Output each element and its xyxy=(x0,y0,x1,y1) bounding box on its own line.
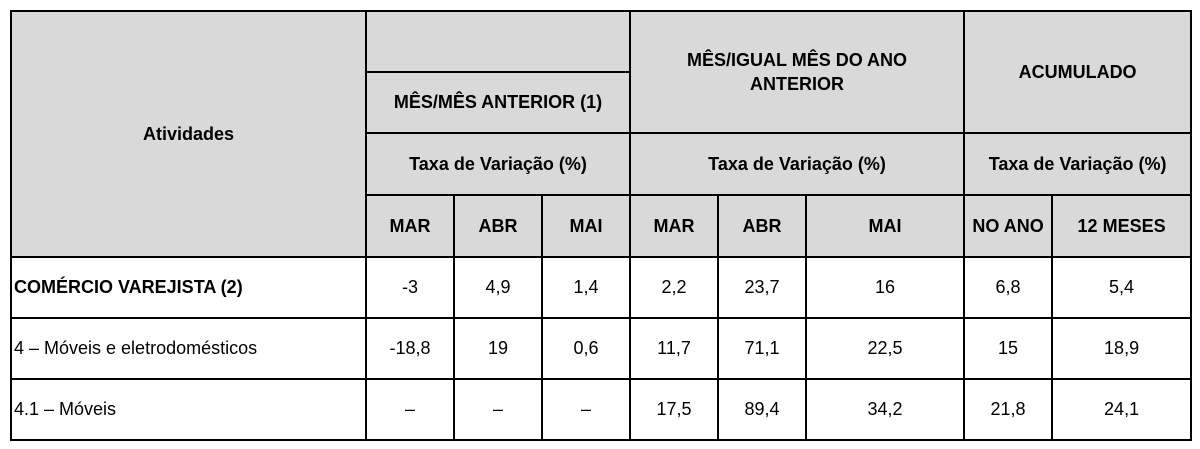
col-header: NO ANO xyxy=(964,195,1052,257)
table-cell: 24,1 xyxy=(1052,379,1191,440)
activities-header: Atividades xyxy=(11,11,366,257)
col-header: MAR xyxy=(366,195,454,257)
group-header-igual-mes-line1: MÊS/IGUAL MÊS DO ANO xyxy=(687,50,908,70)
table-cell: 16 xyxy=(806,257,964,318)
table-row xyxy=(11,257,1191,318)
row-label: COMÉRCIO VAREJISTA (2) xyxy=(11,257,366,318)
taxa-header-3: Taxa de Variação (%) xyxy=(964,133,1191,195)
table-cell: 18,9 xyxy=(1052,318,1191,379)
group-header-mes-anterior: MÊS/MÊS ANTERIOR (1) xyxy=(366,72,630,133)
group-header-igual-mes-line2: ANTERIOR xyxy=(750,74,845,94)
table-cell: -18,8 xyxy=(366,318,454,379)
col-header: ABR xyxy=(454,195,542,257)
col-header: MAI xyxy=(542,195,630,257)
table-cell: – xyxy=(454,379,542,440)
table-cell: 0,6 xyxy=(542,318,630,379)
group-header-acumulado: ACUMULADO xyxy=(964,11,1191,133)
table-cell: 23,7 xyxy=(718,257,806,318)
table-cell: 34,2 xyxy=(806,379,964,440)
table-cell: 5,4 xyxy=(1052,257,1191,318)
table-cell: 19 xyxy=(454,318,542,379)
table-cell: 6,8 xyxy=(964,257,1052,318)
row-label: 4.1 – Móveis xyxy=(11,379,366,440)
col-header: MAR xyxy=(630,195,718,257)
table-cell: -3 xyxy=(366,257,454,318)
table-cell: 89,4 xyxy=(718,379,806,440)
table-cell: 1,4 xyxy=(542,257,630,318)
table-cell: 17,5 xyxy=(630,379,718,440)
table-cell: 21,8 xyxy=(964,379,1052,440)
col-header: 12 MESES xyxy=(1052,195,1191,257)
empty-header-cell xyxy=(366,11,630,72)
col-header: ABR xyxy=(718,195,806,257)
table-cell: 11,7 xyxy=(630,318,718,379)
taxa-header-2: Taxa de Variação (%) xyxy=(630,133,964,195)
table-row xyxy=(11,318,1191,379)
table-cell: 71,1 xyxy=(718,318,806,379)
table-cell: 4,9 xyxy=(454,257,542,318)
col-header: MAI xyxy=(806,195,964,257)
taxa-header-1: Taxa de Variação (%) xyxy=(366,133,630,195)
table-cell: 2,2 xyxy=(630,257,718,318)
row-label: 4 – Móveis e eletrodomésticos xyxy=(11,318,366,379)
table-cell: – xyxy=(542,379,630,440)
table-row xyxy=(11,379,1191,440)
table-cell: 15 xyxy=(964,318,1052,379)
retail-variation-table xyxy=(10,10,1192,441)
table-cell: – xyxy=(366,379,454,440)
table-cell: 22,5 xyxy=(806,318,964,379)
group-header-igual-mes xyxy=(630,11,964,133)
